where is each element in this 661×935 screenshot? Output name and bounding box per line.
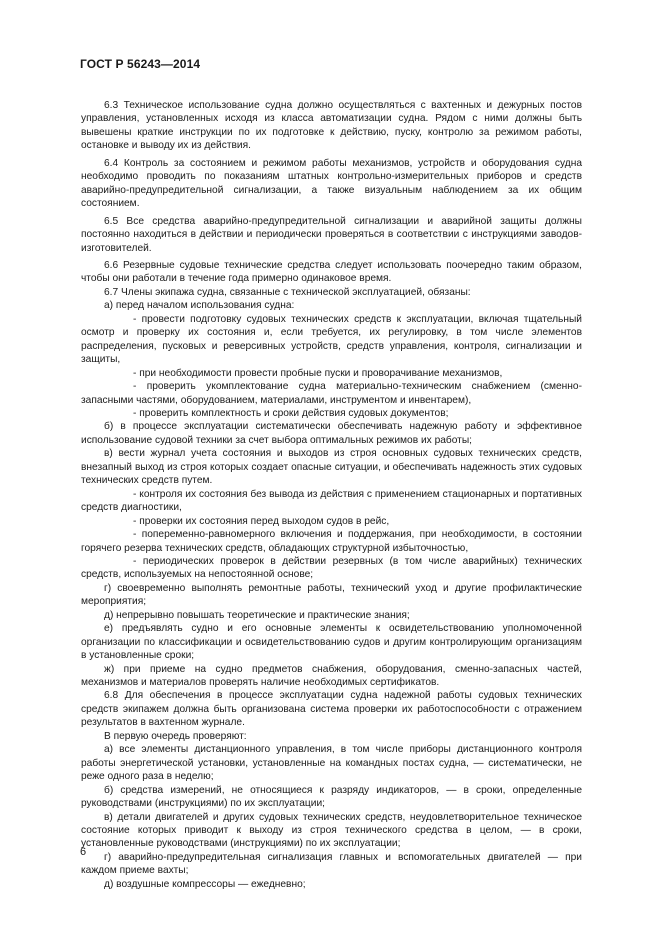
bullet-item: - проверки их состояния перед выходом судов в рейс, [133, 515, 390, 527]
bullet-item: - проверить укомплектование судна материально-техническим снабжением (сменно-запасными частями, оборудованием, материалами, инструментом и инвентарем), [81, 381, 582, 406]
paragraph-6-7: 6.7 Члены экипажа судна, связанные с технической эксплуатацией, обязаны: [104, 286, 471, 298]
document-header: ГОСТ Р 56243—2014 [80, 57, 201, 71]
paragraph-6-3: 6.3 Техническое использование судна должно осуществляться с вахтенных и дежурных постов управления, установленных исходя из класса автоматизации судна. Рядом с ними должны быть вывешены краткие инструкции по их подготовке к действию, пуску, контролю за режимом работы, остановке и выводу их из действия. [81, 100, 582, 152]
list-item-e: е) предъявлять судно и его основные элементы к освидетельствованию уполномоченной организации по классификации и освидетельствованию судов и другим контролирующим организациям в установленные сроки; [81, 623, 582, 662]
bullet-item: - проверить комплектность и сроки действия судовых документов; [133, 407, 449, 419]
check-intro: В первую очередь проверяют: [104, 730, 247, 742]
page-number: 6 [80, 846, 87, 858]
check-item-v: в) детали двигателей и других судовых технических средств, неудовлетворительное техническое состояние которых приводит к выходу из строя технического средства в целом, — в сроки, установленные руководствами (инструкциями) по их эксплуатации; [81, 811, 582, 850]
list-item-a: а) перед началом использования судна: [104, 300, 295, 312]
document-body [81, 95, 582, 891]
bullet-item: - попеременно-равномерного включения и поддержания, при необходимости, в состоянии горячего резерва технических средств, обладающих структурной избыточностью, [81, 529, 582, 554]
list-item-g: г) своевременно выполнять ремонтные работы, технический уход и другие профилактические мероприятия; [81, 582, 582, 608]
paragraph-6-5: 6.5 Все средства аварийно-предупредительной сигнализации и аварийной защиты должны постоянно находиться в действии и периодически проверяться в соответствии с инструкциями заводов-изготовителей. [81, 215, 582, 254]
bullet-item: - при необходимости провести пробные пуски и проворачивание механизмов, [133, 367, 503, 379]
check-item-b: б) средства измерений, не относящиеся к разряду индикаторов, — в сроки, определенные руководствами (инструкциями) по их эксплуатации; [81, 784, 582, 810]
paragraph-6-8: 6.8 Для обеспечения в процессе эксплуатации судна надежной работы судовых технических средств экипажем должна быть организована система проверки их работоспособности с отражением результатов в вахтенном журнале. [81, 690, 582, 729]
list-item-b: б) в процессе эксплуатации систематически обеспечивать надежную работу и эффективное использование судовой техники за счет выбора оптимальных режимов их работы; [81, 421, 582, 446]
paragraph-6-6: 6.6 Резервные судовые технические средства следует использовать поочередно таким образом, чтобы они работали в течение года примерно одинаковое время. [81, 259, 582, 285]
bullet-item: - провести подготовку судовых технических средств к эксплуатации, включая тщательный осмотр и проверку их состояния и, если требуется, их регулировку, в том числе элементов распределения, пусковых и реверсивных устройств, средств управления, контроля, сигнализации и защиты, [81, 313, 582, 366]
list-item-zh: ж) при приеме на судно предметов снабжения, оборудования, сменно-запасных частей, механизмов и материалов проверять наличие необходимых сертификатов. [81, 663, 582, 689]
paragraph-6-4: 6.4 Контроль за состоянием и режимом работы механизмов, устройств и оборудования судна необходимо проводить по показаниям штатных контрольно-измерительных приборов и средств аварийно-предупредительной сигнализации, а также визуальным наблюдением за их общим состоянием. [81, 157, 582, 210]
bullet-item: - периодических проверок в действии резервных (в том числе аварийных) технических средств, используемых на непостоянной основе; [81, 555, 582, 581]
list-item-v: в) вести журнал учета состояния и выходов из строя основных судовых технических средств, внезапный выход из строя которых создает опасные ситуации, и обеспечивать надежность этих судовых технических средств путем. [81, 448, 582, 487]
list-item-d: д) непрерывно повышать теоретические и практические знания; [104, 609, 410, 621]
check-item-d: д) воздушные компрессоры — ежедневно; [104, 878, 306, 890]
check-item-g: г) аварийно-предупредительная сигнализация главных и вспомогательных двигателей — при каждом приеме вахты; [81, 851, 582, 877]
bullet-item: - контроля их состояния без вывода из действия с применением стационарных и портативных средств диагностики, [81, 488, 582, 514]
check-item-a: а) все элементы дистанционного управления, в том числе приборы дистанционного контроля работы энергетической установки, установленные на командных постах судна, — систематически, не реже одного раза в неделю; [81, 744, 582, 783]
